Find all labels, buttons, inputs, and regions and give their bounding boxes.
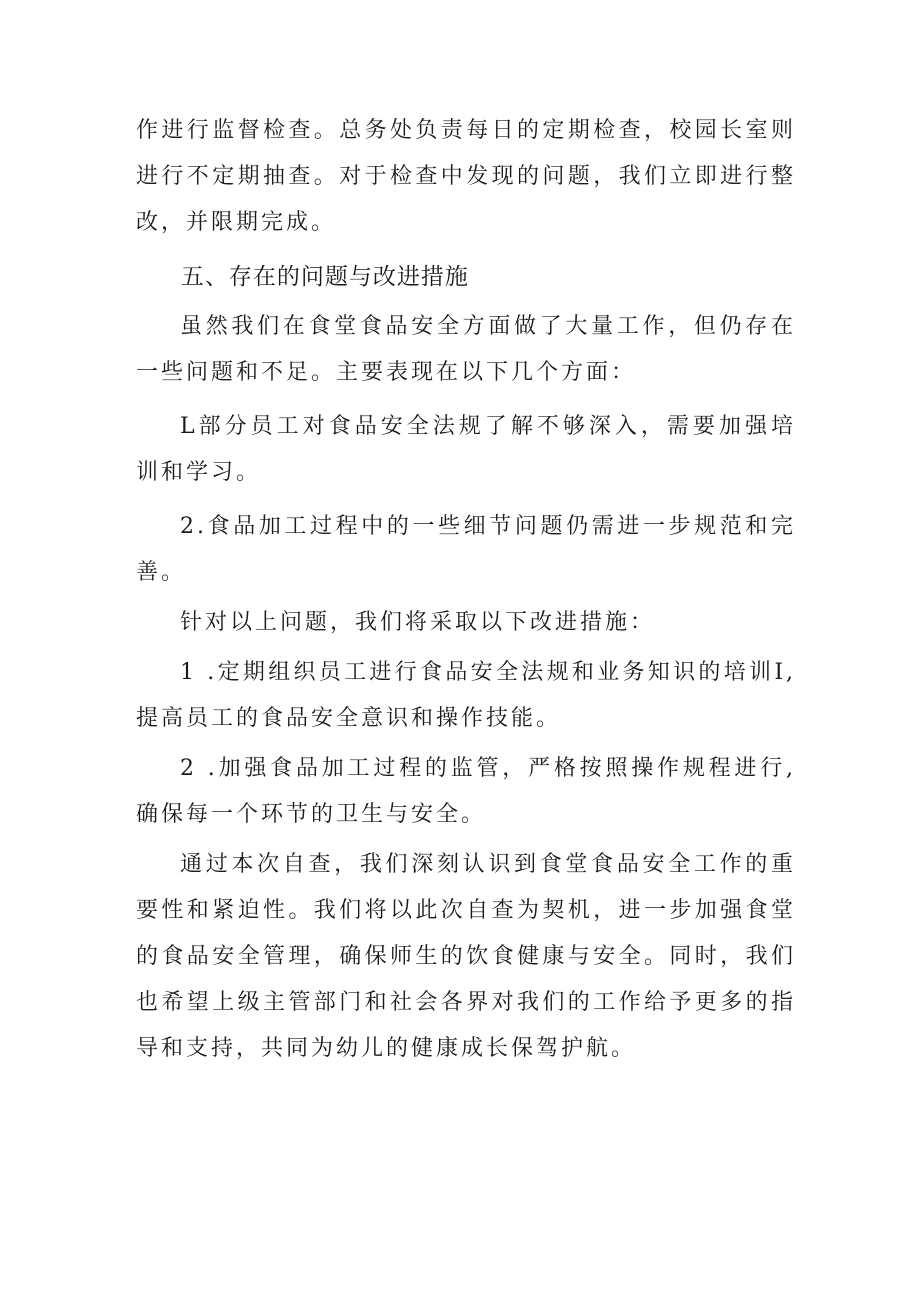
paragraph-measure-2: 2 .加强食品加工过程的监管，严格按照操作规程进行,确保每一个环节的卫生与安全。 — [136, 756, 796, 827]
paragraph-problem-2: 2.食品加工过程中的一些细节问题仍需进一步规范和完善。 — [136, 514, 796, 585]
paragraph-problem-1: L部分员工对食品安全法规了解不够深入，需要加强培训和学习。 — [136, 414, 796, 485]
paragraph-measures-intro: 针对以上问题，我们将采取以下改进措施： — [180, 610, 656, 635]
paragraph-inspection-continued: 作进行监督检查。总务处负责每日的定期检查，校园长室则进行不定期抽查。对于检查中发现的问题，我们立即进行整改，并限期完成。 — [136, 118, 796, 235]
document-body — [136, 108, 796, 1072]
paragraph-conclusion: 通过本次自查，我们深刻认识到食堂食品安全工作的重要性和紧迫性。我们将以此次自查为契机，进一步加强食堂的食品安全管理，确保师生的饮食健康与安全。同时，我们也希望上级主管部门和社会各界对我们的工作给予更多的指导和支持，共同为幼儿的健康成长保驾护航。 — [136, 852, 796, 1061]
section-heading-problems-and-improvements: 五、存在的问题与改进措施 — [180, 264, 469, 290]
paragraph-problems-intro: 虽然我们在食堂食品安全方面做了大量工作，但仍存在一些问题和不足。主要表现在以下几个方面： — [136, 314, 796, 385]
paragraph-measure-1: 1 .定期组织员工进行食品安全法规和业务知识的培训I,提高员工的食品安全意识和操作技能。 — [136, 660, 796, 731]
